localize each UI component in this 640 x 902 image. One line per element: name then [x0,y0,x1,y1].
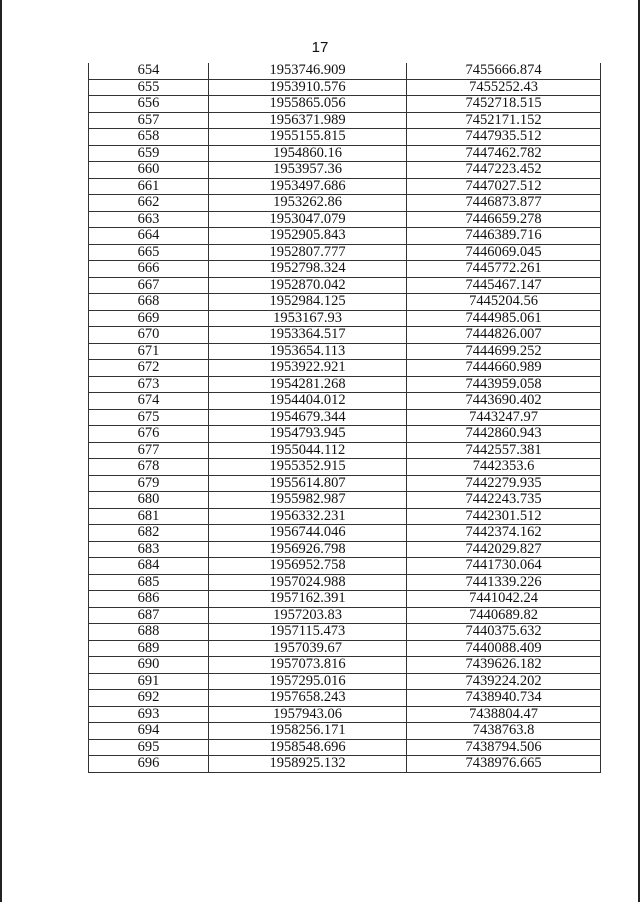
table-row [89,591,601,608]
table-row [89,261,601,278]
point-number-cell: 696 [89,756,209,773]
point-number-cell: 681 [89,508,209,525]
x-coordinate-cell: 1953047.079 [209,211,407,228]
table-row [89,178,601,195]
x-coordinate-cell: 1955614.807 [209,475,407,492]
point-number-cell: 658 [89,129,209,146]
y-coordinate-cell: 7440375.632 [407,624,601,641]
x-coordinate-cell: 1953922.921 [209,360,407,377]
y-coordinate-cell: 7438976.665 [407,756,601,773]
x-coordinate-cell: 1956744.046 [209,525,407,542]
table-row [89,277,601,294]
x-coordinate-cell: 1957073.816 [209,657,407,674]
x-coordinate-cell: 1958548.696 [209,739,407,756]
x-coordinate-cell: 1957658.243 [209,690,407,707]
table-row [89,129,601,146]
x-coordinate-cell: 1957115.473 [209,624,407,641]
y-coordinate-cell: 7442353.6 [407,459,601,476]
x-coordinate-cell: 1957024.988 [209,574,407,591]
point-number-cell: 664 [89,228,209,245]
table-row [89,657,601,674]
point-number-cell: 692 [89,690,209,707]
y-coordinate-cell: 7441339.226 [407,574,601,591]
y-coordinate-cell: 7452718.515 [407,96,601,113]
point-number-cell: 672 [89,360,209,377]
point-number-cell: 691 [89,673,209,690]
y-coordinate-cell: 7438940.734 [407,690,601,707]
point-number-cell: 660 [89,162,209,179]
table-row [89,508,601,525]
y-coordinate-cell: 7446069.045 [407,244,601,261]
table-row [89,541,601,558]
y-coordinate-cell: 7445467.147 [407,277,601,294]
table-row [89,112,601,129]
x-coordinate-cell: 1954281.268 [209,376,407,393]
y-coordinate-cell: 7447223.452 [407,162,601,179]
x-coordinate-cell: 1955044.112 [209,442,407,459]
table-row [89,574,601,591]
y-coordinate-cell: 7443247.97 [407,409,601,426]
x-coordinate-cell: 1958256.171 [209,723,407,740]
x-coordinate-cell: 1952905.843 [209,228,407,245]
point-number-cell: 694 [89,723,209,740]
y-coordinate-cell: 7444699.252 [407,343,601,360]
y-coordinate-cell: 7442301.512 [407,508,601,525]
table-row [89,525,601,542]
x-coordinate-cell: 1957162.391 [209,591,407,608]
x-coordinate-cell: 1953654.113 [209,343,407,360]
table-row [89,343,601,360]
point-number-cell: 684 [89,558,209,575]
x-coordinate-cell: 1953497.686 [209,178,407,195]
point-number-cell: 657 [89,112,209,129]
point-number-cell: 687 [89,607,209,624]
table-row [89,673,601,690]
coordinates-table-body [89,63,601,772]
x-coordinate-cell: 1955865.056 [209,96,407,113]
table-row [89,228,601,245]
y-coordinate-cell: 7442243.735 [407,492,601,509]
x-coordinate-cell: 1957203.83 [209,607,407,624]
table-row [89,211,601,228]
point-number-cell: 665 [89,244,209,261]
point-number-cell: 680 [89,492,209,509]
table-row [89,690,601,707]
point-number-cell: 685 [89,574,209,591]
point-number-cell: 679 [89,475,209,492]
x-coordinate-cell: 1957295.016 [209,673,407,690]
x-coordinate-cell: 1956926.798 [209,541,407,558]
table-row [89,393,601,410]
table-row [89,706,601,723]
table-row [89,442,601,459]
y-coordinate-cell: 7442029.827 [407,541,601,558]
page-number: 17 [311,39,329,56]
point-number-cell: 690 [89,657,209,674]
table-row [89,723,601,740]
table-row [89,607,601,624]
table-row [89,756,601,773]
table-row [89,640,601,657]
y-coordinate-cell: 7438763.8 [407,723,601,740]
y-coordinate-cell: 7440088.409 [407,640,601,657]
x-coordinate-cell: 1953957.36 [209,162,407,179]
x-coordinate-cell: 1957039.67 [209,640,407,657]
y-coordinate-cell: 7443690.402 [407,393,601,410]
point-number-cell: 661 [89,178,209,195]
point-number-cell: 656 [89,96,209,113]
y-coordinate-cell: 7442557.381 [407,442,601,459]
y-coordinate-cell: 7455252.43 [407,79,601,96]
table-row [89,244,601,261]
y-coordinate-cell: 7438794.506 [407,739,601,756]
x-coordinate-cell: 1955982.987 [209,492,407,509]
point-number-cell: 654 [89,63,209,79]
table-row [89,624,601,641]
y-coordinate-cell: 7443959.058 [407,376,601,393]
y-coordinate-cell: 7441730.064 [407,558,601,575]
point-number-cell: 683 [89,541,209,558]
point-number-cell: 677 [89,442,209,459]
x-coordinate-cell: 1957943.06 [209,706,407,723]
point-number-cell: 674 [89,393,209,410]
point-number-cell: 693 [89,706,209,723]
point-number-cell: 669 [89,310,209,327]
table-row [89,426,601,443]
table-row [89,459,601,476]
point-number-cell: 689 [89,640,209,657]
point-number-cell: 682 [89,525,209,542]
table-row [89,79,601,96]
point-number-cell: 659 [89,145,209,162]
point-number-cell: 668 [89,294,209,311]
x-coordinate-cell: 1956371.989 [209,112,407,129]
point-number-cell: 670 [89,327,209,344]
y-coordinate-cell: 7440689.82 [407,607,601,624]
y-coordinate-cell: 7439224.202 [407,673,601,690]
point-number-cell: 676 [89,426,209,443]
point-number-cell: 667 [89,277,209,294]
x-coordinate-cell: 1958925.132 [209,756,407,773]
table-row [89,195,601,212]
point-number-cell: 662 [89,195,209,212]
x-coordinate-cell: 1956332.231 [209,508,407,525]
y-coordinate-cell: 7439626.182 [407,657,601,674]
y-coordinate-cell: 7445204.56 [407,294,601,311]
x-coordinate-cell: 1952798.324 [209,261,407,278]
y-coordinate-cell: 7447027.512 [407,178,601,195]
table-row [89,96,601,113]
page-left-edge [0,0,2,902]
point-number-cell: 666 [89,261,209,278]
y-coordinate-cell: 7444660.989 [407,360,601,377]
x-coordinate-cell: 1956952.758 [209,558,407,575]
coordinates-table [88,63,601,773]
point-number-cell: 686 [89,591,209,608]
x-coordinate-cell: 1953746.909 [209,63,407,79]
table-row [89,492,601,509]
table-row [89,475,601,492]
point-number-cell: 671 [89,343,209,360]
y-coordinate-cell: 7447462.782 [407,145,601,162]
point-number-cell: 673 [89,376,209,393]
x-coordinate-cell: 1954679.344 [209,409,407,426]
point-number-cell: 655 [89,79,209,96]
point-number-cell: 695 [89,739,209,756]
y-coordinate-cell: 7452171.152 [407,112,601,129]
table-row [89,145,601,162]
point-number-cell: 688 [89,624,209,641]
y-coordinate-cell: 7442279.935 [407,475,601,492]
table-row [89,294,601,311]
y-coordinate-cell: 7442374.162 [407,525,601,542]
table-row [89,409,601,426]
x-coordinate-cell: 1955352.915 [209,459,407,476]
point-number-cell: 678 [89,459,209,476]
table-row [89,376,601,393]
x-coordinate-cell: 1953364.517 [209,327,407,344]
y-coordinate-cell: 7444826.007 [407,327,601,344]
table-row [89,739,601,756]
x-coordinate-cell: 1953910.576 [209,79,407,96]
y-coordinate-cell: 7447935.512 [407,129,601,146]
y-coordinate-cell: 7455666.874 [407,63,601,79]
x-coordinate-cell: 1954860.16 [209,145,407,162]
table-row [89,310,601,327]
y-coordinate-cell: 7441042.24 [407,591,601,608]
table-row [89,162,601,179]
point-number-cell: 675 [89,409,209,426]
table-row [89,558,601,575]
x-coordinate-cell: 1952870.042 [209,277,407,294]
x-coordinate-cell: 1953262.86 [209,195,407,212]
x-coordinate-cell: 1953167.93 [209,310,407,327]
y-coordinate-cell: 7444985.061 [407,310,601,327]
x-coordinate-cell: 1952807.777 [209,244,407,261]
y-coordinate-cell: 7446873.877 [407,195,601,212]
x-coordinate-cell: 1954404.012 [209,393,407,410]
y-coordinate-cell: 7438804.47 [407,706,601,723]
x-coordinate-cell: 1952984.125 [209,294,407,311]
y-coordinate-cell: 7445772.261 [407,261,601,278]
table-row [89,63,601,79]
x-coordinate-cell: 1954793.945 [209,426,407,443]
table-row [89,360,601,377]
y-coordinate-cell: 7442860.943 [407,426,601,443]
y-coordinate-cell: 7446389.716 [407,228,601,245]
y-coordinate-cell: 7446659.278 [407,211,601,228]
table-row [89,327,601,344]
x-coordinate-cell: 1955155.815 [209,129,407,146]
point-number-cell: 663 [89,211,209,228]
